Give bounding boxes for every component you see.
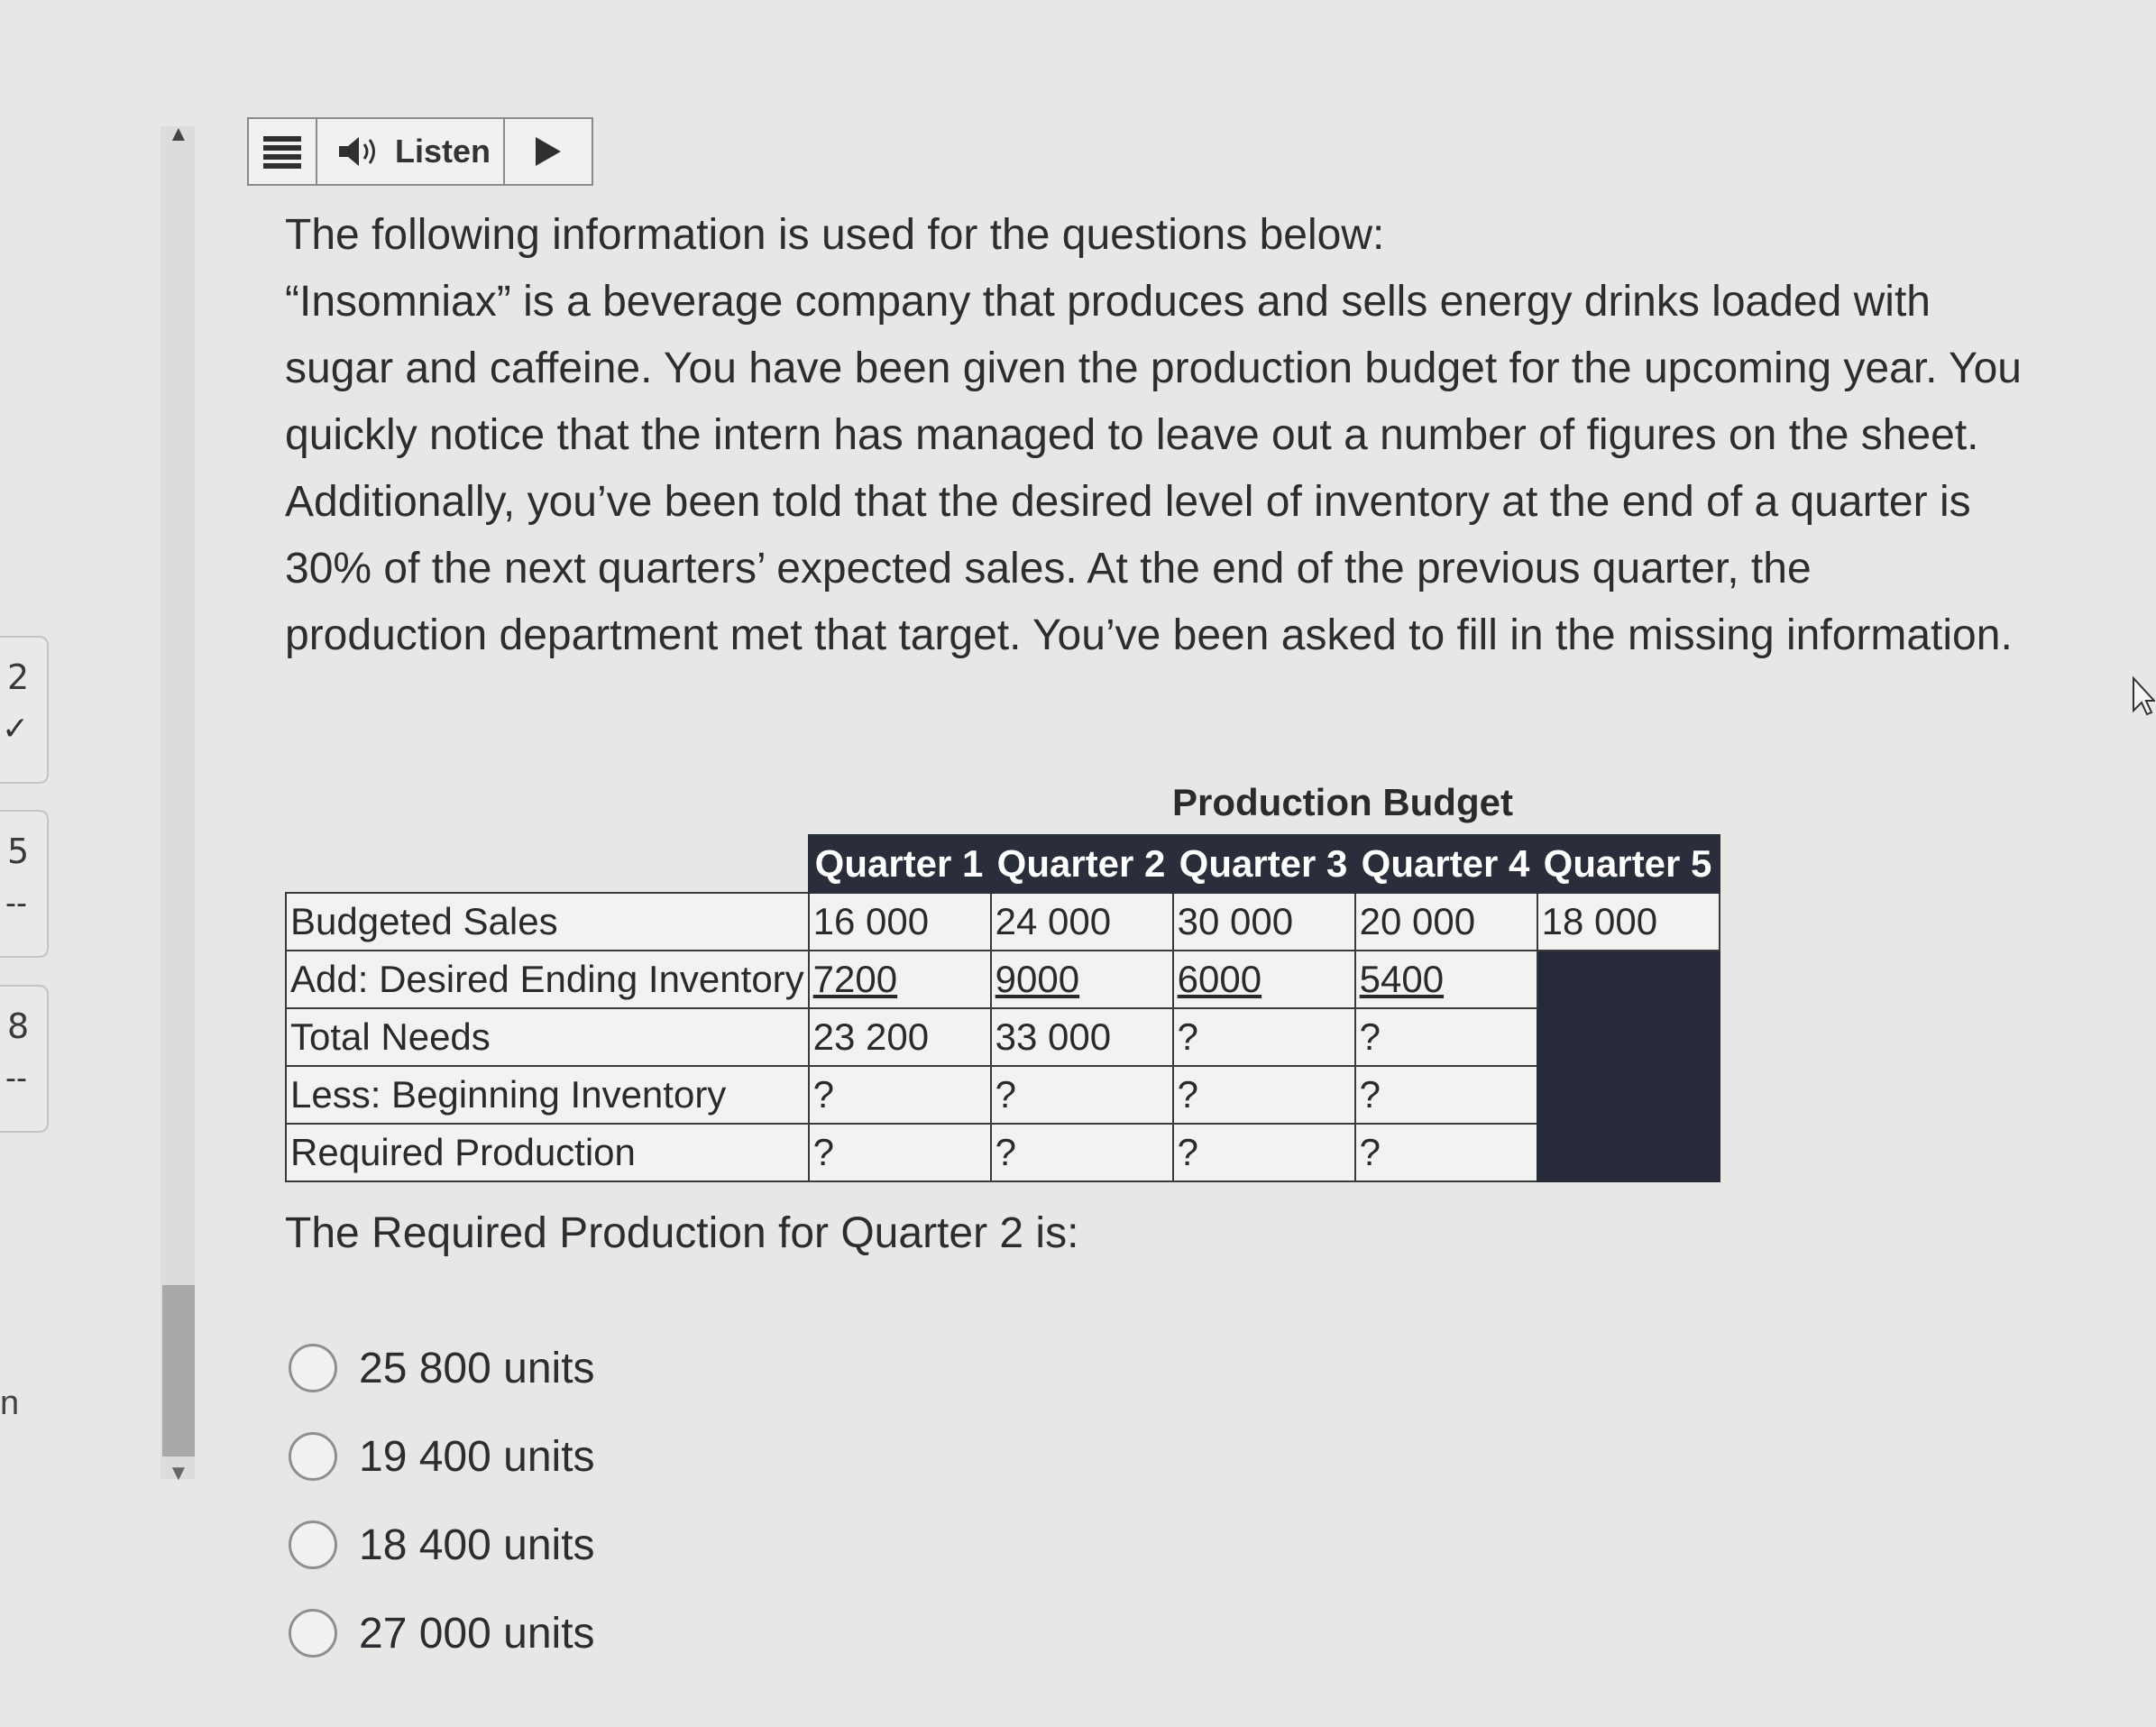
scroll-up-arrow-icon[interactable]: ▲ — [168, 122, 189, 146]
nav-item-5[interactable] — [0, 810, 49, 958]
radio-button[interactable] — [289, 1344, 337, 1392]
nav-partial-label: n — [0, 1384, 20, 1422]
answer-option-label[interactable]: 18 400 units — [359, 1520, 595, 1569]
blacked-out-cell — [1537, 951, 1720, 1181]
table-cell: ? — [809, 1066, 991, 1124]
row-label: Total Needs — [286, 1008, 809, 1066]
answer-option[interactable] — [289, 1324, 595, 1412]
question-nav — [0, 0, 135, 1727]
answer-option-label[interactable]: 25 800 units — [359, 1344, 595, 1392]
nav-item-number: 2 — [7, 657, 30, 697]
answer-option[interactable] — [289, 1589, 595, 1677]
table-header-row — [286, 835, 1720, 893]
table-row — [286, 1008, 1720, 1066]
row-label: Add: Desired Ending Inventory — [286, 951, 809, 1008]
scrollbar-thumb[interactable] — [162, 1285, 195, 1456]
answer-option-label[interactable]: 27 000 units — [359, 1609, 595, 1658]
question-text: The Required Production for Quarter 2 is: — [285, 1209, 1079, 1257]
answer-options — [289, 1324, 595, 1677]
listen-toolbar — [247, 117, 593, 186]
table-cell: ? — [1355, 1124, 1537, 1181]
row-label: Required Production — [286, 1124, 809, 1181]
table-cell: 33 000 — [991, 1008, 1173, 1066]
production-budget-table — [285, 834, 1720, 1182]
header-quarter-3: Quarter 3 — [1173, 835, 1355, 893]
table-cell: ? — [1173, 1124, 1355, 1181]
table-row — [286, 893, 1720, 951]
nav-item-8[interactable] — [0, 985, 49, 1133]
nav-item-number: 8 — [7, 1006, 30, 1046]
table-cell: 30 000 — [1173, 893, 1355, 951]
table-cell: 23 200 — [809, 1008, 991, 1066]
table-cell: ? — [1355, 1008, 1537, 1066]
scroll-down-arrow-icon[interactable]: ▼ — [168, 1461, 189, 1485]
answer-option-label[interactable]: 19 400 units — [359, 1432, 595, 1481]
answer-option[interactable] — [289, 1412, 595, 1501]
listen-button[interactable] — [317, 119, 505, 184]
header-quarter-1: Quarter 1 — [809, 835, 991, 893]
mouse-cursor-icon — [2132, 676, 2155, 716]
table-cell: 5400 — [1355, 951, 1537, 1008]
listen-label: Listen — [395, 133, 491, 170]
row-label: Budgeted Sales — [286, 893, 809, 951]
table-cell: 20 000 — [1355, 893, 1537, 951]
play-icon — [536, 137, 561, 166]
table-cell: 6000 — [1173, 951, 1355, 1008]
dash-icon: -- — [5, 1059, 27, 1096]
play-button[interactable] — [505, 119, 592, 184]
table-cell: ? — [991, 1066, 1173, 1124]
table-title: Production Budget — [1172, 781, 1513, 823]
table-cell: 24 000 — [991, 893, 1173, 951]
speaker-icon — [337, 133, 382, 170]
table-row — [286, 951, 1720, 1008]
header-blank-cell — [286, 835, 809, 893]
radio-button[interactable] — [289, 1432, 337, 1481]
radio-button[interactable] — [289, 1520, 337, 1569]
answer-option[interactable] — [289, 1501, 595, 1589]
menu-button[interactable] — [249, 119, 317, 184]
check-icon: ✓ — [2, 710, 30, 747]
dash-icon: -- — [5, 884, 27, 921]
header-quarter-2: Quarter 2 — [991, 835, 1173, 893]
scrollbar-track[interactable] — [161, 126, 195, 1479]
nav-item-2[interactable] — [0, 636, 49, 784]
header-quarter-4: Quarter 4 — [1355, 835, 1537, 893]
question-passage — [285, 202, 2025, 669]
table-cell: 16 000 — [809, 893, 991, 951]
passage-intro: The following information is used for the questions below: — [285, 211, 1385, 259]
passage-body: “Insomniax” is a beverage company that produces and sells energy drinks loaded with sugar and caffeine. You have been given the production budget for the upcoming year. You quickly notice that the intern has managed to leave out a number of figures on the sheet. Additionally, you’ve been told that the desired level of inventory at the end of a quarter is 30% of the next quarters’ expected sales. At the end of the previous quarter, the production department met that target. You’ve been asked to fill in the missing information. — [285, 278, 2022, 659]
table-cell: 9000 — [991, 951, 1173, 1008]
table-cell: ? — [1173, 1066, 1355, 1124]
table-row — [286, 1066, 1720, 1124]
table-row — [286, 1124, 1720, 1181]
header-quarter-5: Quarter 5 — [1537, 835, 1720, 893]
row-label: Less: Beginning Inventory — [286, 1066, 809, 1124]
table-cell: ? — [809, 1124, 991, 1181]
table-cell: ? — [1173, 1008, 1355, 1066]
table-cell: 7200 — [809, 951, 991, 1008]
table-cell: ? — [991, 1124, 1173, 1181]
radio-button[interactable] — [289, 1609, 337, 1658]
table-cell: 18 000 — [1537, 893, 1720, 951]
table-cell: ? — [1355, 1066, 1537, 1124]
hamburger-menu-icon — [263, 134, 301, 169]
nav-item-number: 5 — [7, 831, 30, 871]
